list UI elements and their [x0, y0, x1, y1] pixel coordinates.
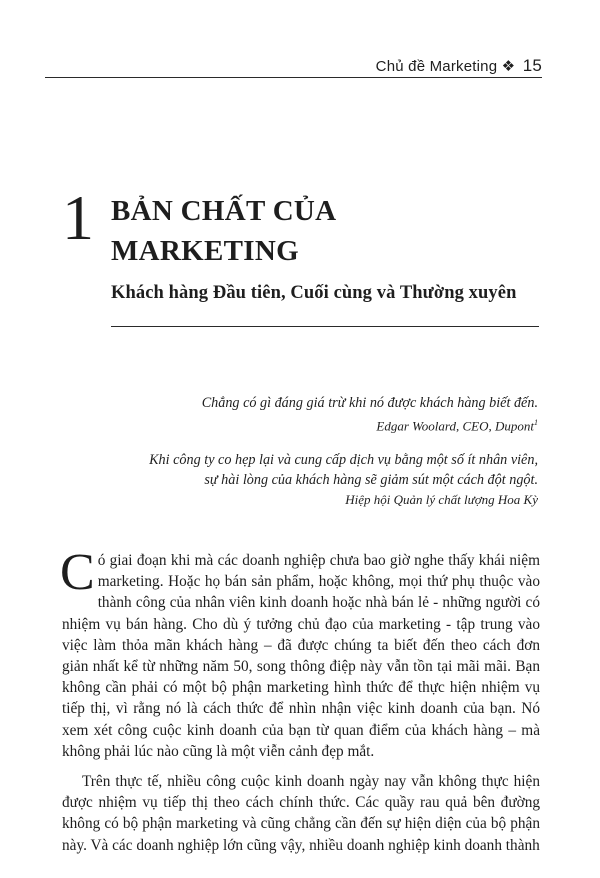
- epigraph-2: [98, 450, 538, 510]
- body-text: [60, 544, 540, 856]
- epigraph-quote-line: sự hài lòng của khách hàng sẽ giảm sút một cách đột ngột.: [204, 472, 538, 489]
- diamond-ornament-icon: ❖: [501, 58, 516, 75]
- paragraph: [60, 544, 540, 762]
- epigraph-attribution: [98, 413, 538, 436]
- epigraph-quote: Chẳng có gì đáng giá trừ khi nó được khách hàng biết đến.: [201, 395, 538, 411]
- running-head: [376, 56, 542, 76]
- attribution-text: Edgar Woolard, CEO, Dupont: [376, 418, 534, 434]
- chapter-title: [111, 191, 336, 271]
- paragraph-text: ó giai đoạn khi mà các doanh nghiệp chưa bao giờ nghe thấy khái niệm marketing. Hoặc họ bán sản phẩm, hoặc không, mọi thứ phụ thuộc vào thành công của nhân viên kinh doanh hoặc nhà bán lẻ - những người có nhiệm vụ bán hàng. Cho dù ý tưởng chủ đạo của marketing - tập trung vào việc làm thỏa mãn khách hàng – đã được chúng ta biết đến theo cách đơn giản nhất kể từ những năm 50, song thông điệp này vẫn tồn tại mãi mãi. Bạn không cần phải có một bộ phận marketing hình thức để thực hiện nhiệm vụ tiếp thị, vì rằng nó là cách thức để nhìn nhận việc kinh doanh của bạn. Nó xem xét công cuộc kinh doanh của bạn từ quan điểm của khách hàng – mà không phải lúc nào cũng là một viễn cảnh đẹp mắt.: [62, 552, 540, 760]
- footnote-mark: 1: [534, 418, 538, 427]
- chapter-title-line-1: BẢN CHẤT CỦA: [111, 195, 337, 227]
- title-rule: [111, 326, 539, 327]
- chapter-subtitle: Khách hàng Đầu tiên, Cuối cùng và Thường xuyên: [111, 283, 517, 303]
- epigraph-1: [98, 393, 538, 436]
- epigraphs: [98, 393, 538, 510]
- running-head-title: Chủ đề Marketing: [375, 58, 498, 75]
- header-rule: [45, 77, 542, 78]
- chapter-number: 1: [62, 182, 94, 253]
- page-number: 15: [522, 56, 542, 75]
- epigraph-attribution: Hiệp hội Quản lý chất lượng Hoa Kỳ: [345, 492, 538, 508]
- epigraph-quote-line: Khi công ty co hẹp lại và cung cấp dịch vụ bằng một số ít nhân viên,: [149, 452, 538, 469]
- paragraph: Trên thực tế, nhiều công cuộc kinh doanh ngày nay vẫn không thực hiện được nhiệm vụ tiếp thị theo cách chính thức. Các quầy rau quả bên đường không có bộ phận marketing và cũng chẳng cần đến sự hiện diện của bộ phận này. Và các doanh nghiệp lớn cũng vậy, nhiều doanh nghiệp kinh doanh thành: [62, 773, 540, 854]
- drop-cap: C: [60, 544, 95, 601]
- chapter-title-line-2: MARKETING: [111, 235, 299, 267]
